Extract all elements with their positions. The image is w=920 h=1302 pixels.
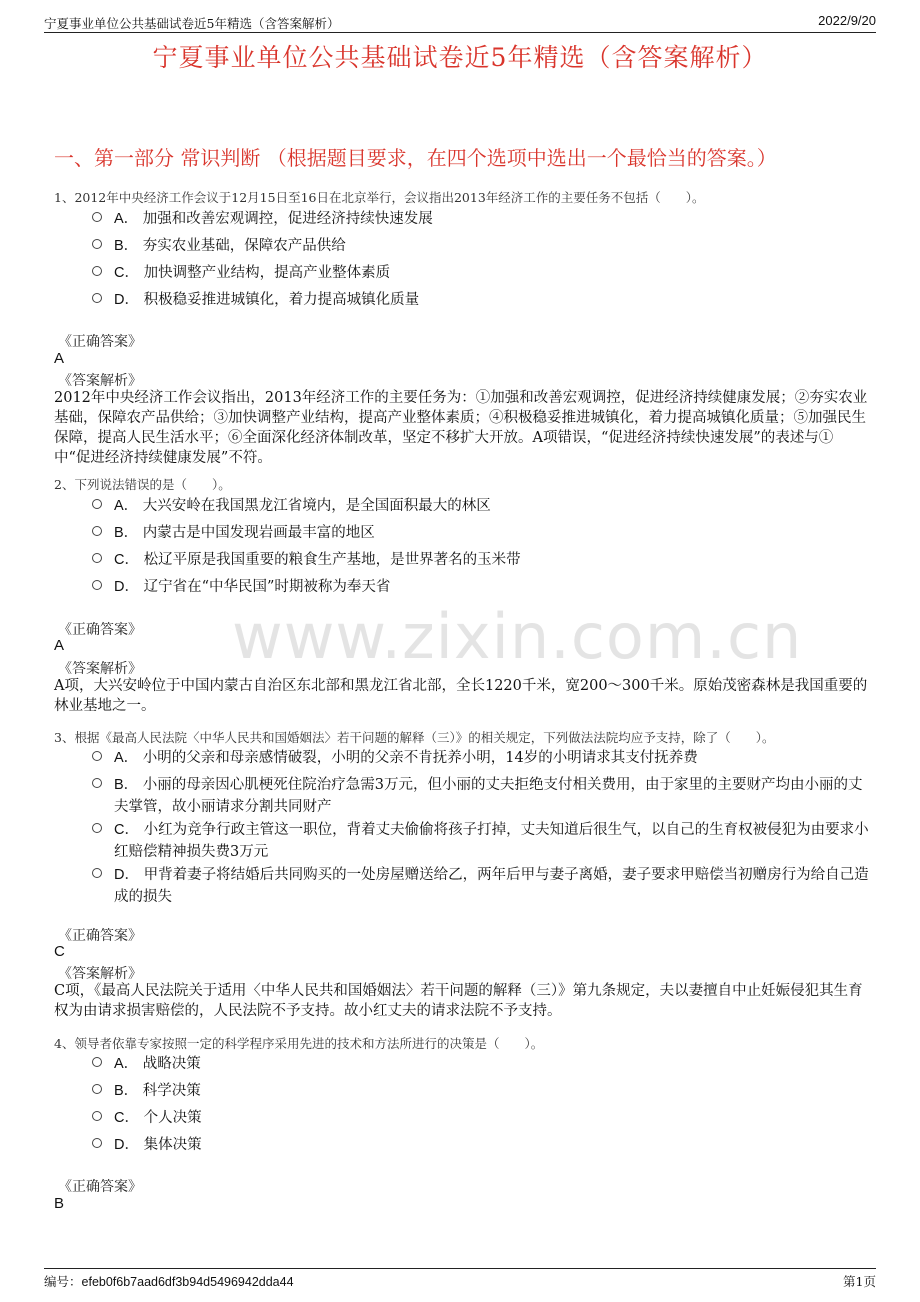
option-a[interactable]: A． 大兴安岭在我国黑龙江省境内，是全国面积最大的林区: [92, 495, 872, 517]
question-stem: 3、根据《最高人民法院〈中华人民共和国婚姻法〉若干问题的解释（三）》的相关规定，下列做法法院均应予支持，除了（ ）。: [54, 730, 775, 745]
analysis-text: 2012年中央经济工作会议指出，2013年经济工作的主要任务为：①加强和改善宏观调控，促进经济持续健康发展；②夯实农业基础，保障农产品供给；③加快调整产业结构，提高产业整体素质；④积极稳妥推进城镇化，着力提高城镇化质量；⑤加强民生保障，提高人民生活水平；⑥全面深化经济体制改革，坚定不移扩大开放。A项错误，“促进经济持续快速发展”的表述与①中“促进经济持续健康发展”不符。: [54, 390, 868, 466]
correct-answer: C: [54, 943, 65, 960]
radio-icon[interactable]: [92, 266, 102, 276]
radio-icon[interactable]: [92, 499, 102, 509]
question-stem: 1、2012年中央经济工作会议于12月15日至16日在北京举行，会议指出2013年经济工作的主要任务不包括（ ）。: [54, 190, 705, 205]
radio-icon[interactable]: [92, 1084, 102, 1094]
radio-icon[interactable]: [92, 823, 102, 833]
analysis-text: C项，《最高人民法院关于适用〈中华人民共和国婚姻法〉若干问题的解释（三）》第九条规定，夫以妻擅自中止妊娠侵犯其生育权为由请求损害赔偿的，人民法院不予支持。故小红丈夫的请求法院不予支持。: [54, 983, 863, 1019]
correct-answer: A: [54, 350, 65, 367]
radio-icon[interactable]: [92, 293, 102, 303]
radio-icon[interactable]: [92, 1111, 102, 1121]
option-b[interactable]: B． 小丽的母亲因心肌梗死住院治疗急需3万元，但小丽的丈夫拒绝支付相关费用，由于家里的主要财产均由小丽的丈夫掌管，故小丽请求分割共同财产: [92, 774, 872, 818]
option-a[interactable]: A． 加强和改善宏观调控，促进经济持续快速发展: [92, 208, 872, 230]
option-a[interactable]: A． 战略决策: [92, 1053, 872, 1075]
watermark: www.zixin.com.cn: [232, 600, 803, 673]
radio-icon[interactable]: [92, 1057, 102, 1067]
analysis-tag: 《答案解析》: [58, 966, 142, 982]
answer-tag: 《正确答案》: [58, 334, 142, 350]
radio-icon[interactable]: [92, 580, 102, 590]
radio-icon[interactable]: [92, 553, 102, 563]
radio-icon[interactable]: [92, 868, 102, 878]
radio-icon[interactable]: [92, 239, 102, 249]
header-date: 2022/9/20: [818, 13, 876, 28]
option-b[interactable]: B． 内蒙古是中国发现岩画最丰富的地区: [92, 522, 872, 544]
option-c[interactable]: C． 加快调整产业结构，提高产业整体素质: [92, 262, 872, 284]
header-doc-title: 宁夏事业单位公共基础试卷近5年精选（含答案解析）: [44, 16, 340, 31]
answer-tag: 《正确答案》: [58, 1179, 142, 1195]
question-stem: 4、领导者依靠专家按照一定的科学程序采用先进的技术和方法所进行的决策是（ ）。: [54, 1036, 544, 1051]
radio-icon[interactable]: [92, 778, 102, 788]
option-c[interactable]: C． 小红为竞争行政主管这一职位，背着丈夫偷偷将孩子打掉，丈夫知道后很生气，以自己的生育权被侵犯为由要求小红赔偿精神损失费3万元: [92, 819, 872, 863]
option-d[interactable]: D． 积极稳妥推进城镇化，着力提高城镇化质量: [92, 289, 872, 311]
answer-tag: 《正确答案》: [58, 928, 142, 944]
page-footer: [44, 1268, 876, 1291]
option-d[interactable]: D． 集体决策: [92, 1134, 872, 1156]
question-stem: 2、下列说法错误的是（ ）。: [54, 477, 231, 492]
option-c[interactable]: C． 松辽平原是我国重要的粮食生产基地，是世界著名的玉米带: [92, 549, 872, 571]
option-d[interactable]: D． 甲背着妻子将结婚后共同购买的一处房屋赠送给乙，两年后甲与妻子离婚，妻子要求甲赔偿当初赠房行为给自己造成的损失: [92, 864, 872, 908]
option-a[interactable]: A． 小明的父亲和母亲感情破裂，小明的父亲不肯抚养小明，14岁的小明请求其支付抚养费: [92, 747, 872, 769]
option-d[interactable]: D． 辽宁省在“中华民国”时期被称为奉天省: [92, 576, 872, 598]
radio-icon[interactable]: [92, 526, 102, 536]
section-heading: 一、第一部分 常识判断 （根据题目要求，在四个选项中选出一个最恰当的答案。）: [54, 146, 777, 170]
page-header: [44, 12, 876, 33]
analysis-text: A项，大兴安岭位于中国内蒙古自治区东北部和黑龙江省北部，全长1220千米，宽200～300千米。原始茂密森林是我国重要的林业基地之一。: [54, 678, 868, 714]
page-number: 第1页: [843, 1274, 876, 1289]
radio-icon[interactable]: [92, 212, 102, 222]
analysis-tag: 《答案解析》: [58, 373, 142, 389]
radio-icon[interactable]: [92, 751, 102, 761]
answer-tag: 《正确答案》: [58, 622, 142, 638]
document-title: 宁夏事业单位公共基础试卷近5年精选（含答案解析）: [152, 43, 768, 72]
analysis-tag: 《答案解析》: [58, 661, 142, 677]
option-c[interactable]: C． 个人决策: [92, 1107, 872, 1129]
document-code: 编号：efeb0f6b7aad6df3b94d5496942dda44: [44, 1274, 294, 1289]
option-b[interactable]: B． 夯实农业基础，保障农产品供给: [92, 235, 872, 257]
radio-icon[interactable]: [92, 1138, 102, 1148]
option-b[interactable]: B． 科学决策: [92, 1080, 872, 1102]
correct-answer: B: [54, 1195, 65, 1212]
correct-answer: A: [54, 637, 65, 654]
